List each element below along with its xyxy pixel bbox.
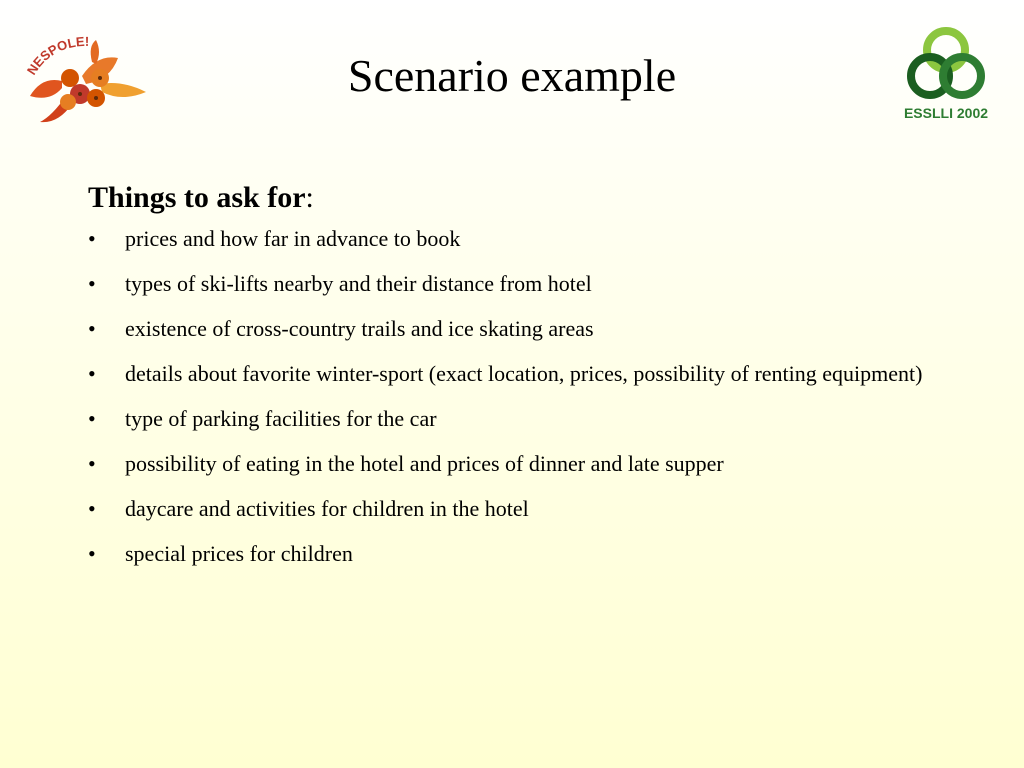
list-item <box>88 404 958 434</box>
list-item <box>88 494 958 524</box>
list-item <box>88 269 958 299</box>
bullet-marker: • <box>88 226 96 251</box>
esslli-logo <box>896 26 996 126</box>
list-item-text: details about favorite winter-sport (exact location, prices, possibility of renting equipment) <box>125 361 923 386</box>
list-item-text: special prices for children <box>125 541 353 566</box>
bullet-marker: • <box>88 541 96 566</box>
bullet-list <box>88 224 958 569</box>
esslli-rings-icon <box>896 26 996 126</box>
list-item <box>88 449 958 479</box>
list-item-text: daycare and activities for children in the hotel <box>125 496 529 521</box>
list-item <box>88 539 958 569</box>
bullet-marker: • <box>88 496 96 521</box>
list-item-text: possibility of eating in the hotel and prices of dinner and late supper <box>125 451 724 476</box>
section-heading <box>88 178 958 218</box>
bullet-marker: • <box>88 406 96 431</box>
nespole-logo-text: NESPOLE! <box>23 36 90 78</box>
list-item <box>88 224 958 254</box>
list-item-text: type of parking facilities for the car <box>125 406 437 431</box>
list-item <box>88 359 958 389</box>
bullet-marker: • <box>88 451 96 476</box>
bullet-marker: • <box>88 361 96 386</box>
slide-body <box>88 178 958 584</box>
esslli-logo-text: ESSLLI 2002 <box>903 105 989 121</box>
list-item-text: types of ski-lifts nearby and their distance from hotel <box>125 271 592 296</box>
list-item-text: prices and how far in advance to book <box>125 226 461 251</box>
list-item <box>88 314 958 344</box>
bullet-marker: • <box>88 271 96 296</box>
section-heading-colon: : <box>305 181 314 214</box>
bullet-marker: • <box>88 316 96 341</box>
section-heading-text: Things to ask for <box>88 181 306 214</box>
slide-title: Scenario example <box>347 50 677 101</box>
list-item-text: existence of cross-country trails and ice skating areas <box>125 316 594 341</box>
